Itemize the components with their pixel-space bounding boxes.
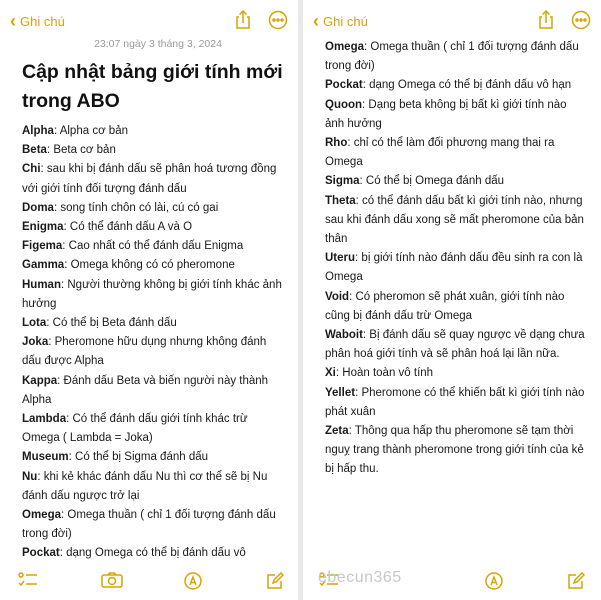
entry-term: Uteru [325, 252, 356, 265]
more-icon[interactable] [571, 10, 591, 30]
entry-desc: và [164, 221, 184, 234]
note-line [325, 172, 587, 191]
note-line [325, 384, 587, 422]
watermark: ebecun365 [318, 569, 402, 586]
note-line [22, 314, 284, 333]
note-line [22, 237, 284, 256]
entry-desc: : Có thể đánh dấu [63, 221, 158, 234]
note-line [22, 199, 284, 218]
entry-term: Theta [325, 194, 356, 207]
note-line [22, 410, 284, 448]
entry-term: Rho [325, 137, 348, 150]
entry-desc: : Cao nhất có thể đánh dấu [62, 240, 205, 253]
entry-desc: : Có pheromon sẽ phát xuân, giới tính nào cũng bị đánh dấu trừ Omega [325, 290, 565, 322]
entry-term: Nu [22, 470, 38, 483]
note-line [325, 288, 587, 326]
markup-icon[interactable] [184, 572, 202, 595]
entry-term: Pockat [22, 547, 60, 560]
entry-bold: Enigma [204, 240, 244, 253]
entry-desc: : Hoàn toàn vô tính [335, 367, 434, 380]
entry-desc: : Có thể đánh dấu giới tính khác trừ Omega ( Lambda = Joka) [22, 413, 248, 445]
note-line [22, 276, 284, 314]
entry-term: Joka [22, 336, 49, 349]
entry-desc: : Có thể bị Beta đánh dấu [46, 317, 177, 330]
share-icon[interactable] [234, 10, 252, 30]
note-line [22, 448, 284, 467]
entry-desc: : Beta cơ bản [46, 144, 116, 157]
entry-desc: : chỉ có thể làm đối phương mang thai ra Omega [325, 137, 555, 169]
entry-desc: : Alpha cơ bản [53, 125, 128, 137]
entry-desc: : Thông qua hấp thu pheromone sẽ tạm thời nguỵ trang thành pheromone trong giới tính của kẻ bị hấp thu. [325, 425, 584, 476]
entry-desc: : song tính chôn có lài, cú có gai [53, 201, 219, 214]
entry-desc: và biến người này thành [140, 374, 269, 387]
entry-term: Sigma [325, 175, 360, 188]
markup-icon[interactable] [485, 572, 503, 595]
entry-desc: : sau khi bị đánh dấu sẽ phân hoá tương đồng với giới tính đối tượng đánh dấu [22, 163, 277, 195]
entry-term: Lota [22, 317, 47, 330]
entry-term: Museum [22, 451, 69, 464]
chevron-left-icon: ‹ [10, 11, 16, 31]
entry-term: Figema [22, 240, 63, 253]
entry-desc: : Omega không có có pheromone [64, 259, 235, 272]
note-line [22, 256, 284, 275]
entry-desc: : khi kẻ khác đánh dấu Nu thì cơ thể sẽ bị Nu đánh dấu ngược trở lại [22, 470, 268, 502]
chevron-left-icon: ‹ [313, 11, 319, 31]
note-line [325, 76, 587, 95]
entry-bold: Alpha [74, 355, 104, 368]
entry-term: Gamma [22, 259, 65, 272]
note-line [325, 192, 587, 250]
note-panel-left [0, 0, 298, 600]
note-line [325, 249, 587, 287]
entry-desc: : Pheromone có thể khiến bất kì giới tính nào phát xuân [325, 386, 585, 418]
entry-desc: : Dạng beta không bị bất kì giới tính nào ảnh hưởng [325, 98, 567, 130]
entry-term: Human [22, 278, 61, 291]
entry-desc: : Bị đánh dấu sẽ quay ngược về dạng chưa phân hoá giới tính và sẽ phân hoá lại lần nữa. [325, 329, 585, 361]
note-body[interactable] [325, 38, 587, 480]
share-icon[interactable] [537, 10, 555, 30]
back-label: Ghi chú [20, 13, 65, 29]
note-line [325, 326, 587, 364]
note-line [22, 160, 284, 198]
entry-term: Zeta [325, 425, 349, 438]
entry-term: Doma [22, 201, 54, 214]
bottom-toolbar [0, 560, 298, 600]
entry-bold: Alpha [22, 393, 52, 406]
back-button[interactable] [10, 12, 65, 30]
note-line [22, 141, 284, 160]
entry-term: Waboit [325, 329, 363, 342]
note-line [22, 372, 284, 410]
checklist-icon[interactable] [18, 572, 38, 593]
entry-term: Xi [325, 367, 336, 380]
entry-term: Yellet [325, 386, 356, 399]
more-icon[interactable] [268, 10, 288, 30]
note-line [325, 38, 587, 76]
back-label: Ghi chú [323, 13, 368, 29]
note-line [22, 218, 284, 237]
note-body[interactable] [22, 122, 284, 564]
entry-term: Lambda [22, 413, 67, 426]
entry-desc: : bị giới tính nào đánh dấu đều sinh ra con là Omega [325, 252, 583, 284]
entry-desc: : dạng Omega có thể bị đánh dấu vô [59, 547, 246, 560]
entry-bold: O [183, 221, 193, 234]
entry-term: Void [325, 290, 350, 303]
entry-desc: : Đánh dấu [57, 374, 117, 387]
entry-term: Kappa [22, 374, 58, 387]
entry-bold: Beta [116, 374, 141, 387]
entry-bold: A [157, 221, 165, 234]
entry-desc: : Có thể bị Omega đánh dấu [359, 175, 505, 188]
entry-term: Quoon [325, 98, 363, 111]
entry-desc: : Omega thuần ( chỉ 1 đối tượng đánh dấu trong đời) [325, 41, 579, 73]
note-line [22, 333, 284, 371]
note-line [325, 364, 587, 383]
note-timestamp: 23:07 ngày 3 tháng 3, 2024 [94, 38, 222, 50]
note-line [325, 422, 587, 480]
entry-term: Alpha [22, 125, 54, 137]
navbar [10, 10, 288, 38]
back-button[interactable] [313, 12, 368, 30]
entry-term: Omega [325, 41, 364, 53]
entry-desc: : có thể đánh dấu bất kì giới tính nào, nhưng sau khi đánh dấu xong sẽ mất pheromone của bản thân [325, 194, 584, 246]
entry-desc: : Có thể bị Sigma đánh dấu [68, 451, 209, 464]
entry-term: Chi [22, 163, 41, 176]
note-line [325, 96, 587, 134]
entry-term: Beta [22, 144, 47, 157]
entry-desc: : Pheromone hữu dụng nhưng không đánh dấu được [22, 336, 267, 368]
entry-term: Omega [22, 509, 61, 522]
note-line [22, 468, 284, 506]
camera-icon[interactable] [101, 572, 123, 593]
note-line [325, 134, 587, 172]
entry-desc: : dạng Omega có thể bị đánh dấu vô hạn [362, 79, 572, 92]
compose-icon[interactable] [266, 572, 284, 595]
compose-icon[interactable] [567, 572, 585, 595]
entry-term: Enigma [22, 221, 64, 234]
entry-desc: : Omega thuần ( chỉ 1 đối tượng đánh dấu trong đời) [22, 509, 276, 541]
navbar [313, 10, 591, 38]
note-panel-right [303, 0, 601, 600]
note-line [22, 506, 284, 544]
note-line [22, 122, 284, 141]
entry-term: Pockat [325, 79, 363, 92]
note-title[interactable]: Cập nhật bảng giới tính mới trong ABO [22, 61, 283, 112]
entry-desc: : Người thường không bị giới tính khác ảnh hưởng [22, 278, 282, 310]
